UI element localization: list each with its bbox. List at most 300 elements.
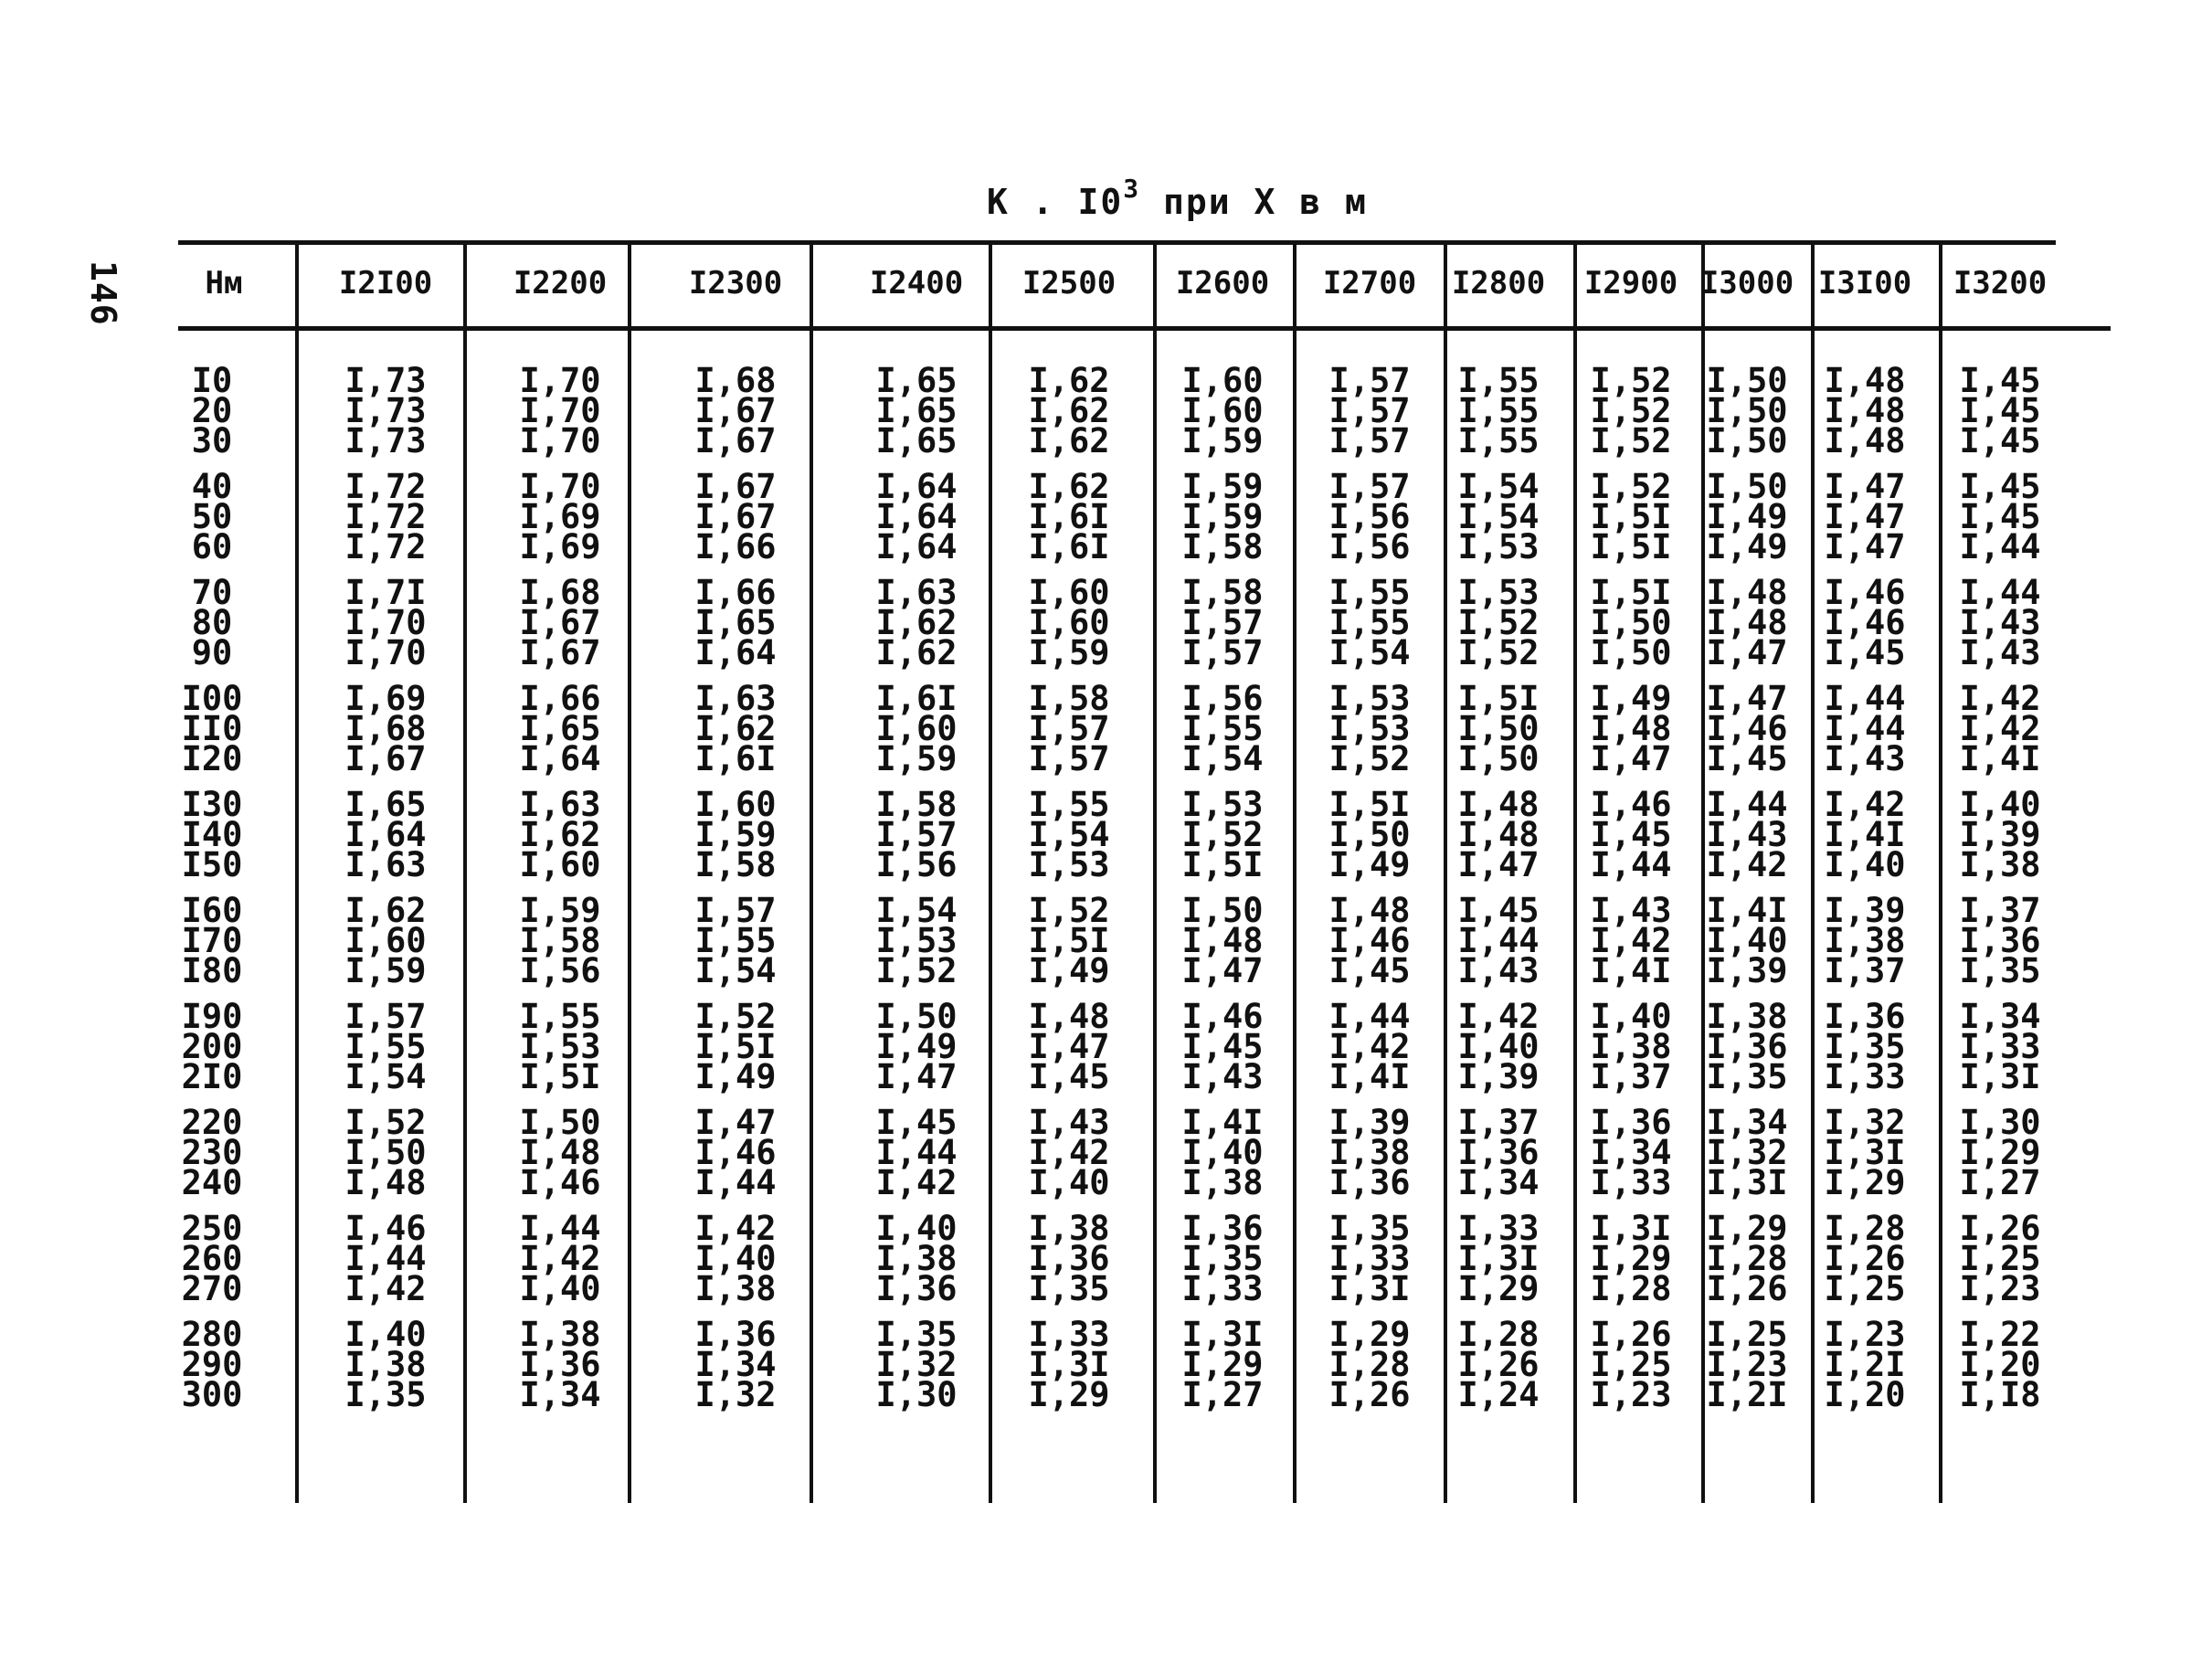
table-cell: I,60 [1181, 361, 1264, 400]
table-cell: I,29 [1457, 1269, 1540, 1308]
row-group [694, 361, 777, 460]
row-group [1328, 891, 1411, 990]
table-cell: I,68 [519, 573, 601, 612]
row-group [344, 573, 427, 672]
table-cell: I,48 [1457, 785, 1540, 824]
table-cell: I,36 [1181, 1209, 1264, 1248]
table-cell: I,32 [1824, 1103, 1906, 1142]
table-cell: I,36 [1959, 921, 2041, 960]
table-cell: I,59 [875, 739, 958, 778]
table-cell: I,43 [1181, 1057, 1264, 1096]
table-cell: I,36 [875, 1269, 958, 1308]
table-cell: I,57 [1328, 467, 1411, 506]
table-cell: I,44 [1824, 679, 1906, 718]
table-cell: I,46 [694, 1133, 777, 1172]
value-column [1328, 361, 1411, 1425]
table-cell: I,40 [694, 1239, 777, 1278]
table-cell: I,29 [1590, 1239, 1672, 1278]
table-cell: I,60 [694, 785, 777, 824]
table-cell: I,36 [1706, 1027, 1788, 1066]
table-cell: I,48 [1824, 421, 1906, 460]
row-group [1590, 361, 1672, 460]
table-cell: I,39 [1824, 891, 1906, 930]
table-cell: I,56 [1328, 497, 1411, 536]
table-cell: I,25 [1590, 1345, 1672, 1384]
column-rule [1939, 243, 1942, 1503]
table-cell: I,40 [1824, 845, 1906, 884]
table-cell: I,44 [1959, 527, 2041, 566]
table-cell: I,52 [1590, 361, 1672, 400]
table-cell: I,49 [1028, 951, 1110, 990]
table-cell: I,55 [344, 1027, 427, 1066]
table-cell: I,47 [1824, 497, 1906, 536]
page-number: 146 [83, 260, 123, 326]
row-group [694, 997, 777, 1096]
row-group [1959, 361, 2041, 460]
row-group [1457, 679, 1540, 778]
table-cell: I,6I [1028, 497, 1110, 536]
table-cell: I,6I [694, 739, 777, 778]
row-value: 200 [181, 1027, 243, 1066]
table-cell: I,56 [1328, 527, 1411, 566]
row-group [1959, 467, 2041, 566]
table-cell: I,44 [1706, 785, 1788, 824]
table-cell: I,66 [694, 527, 777, 566]
row-group [875, 1315, 958, 1414]
table-cell: I,33 [1328, 1239, 1411, 1278]
table-cell: I,39 [1328, 1103, 1411, 1142]
row-group [1706, 785, 1788, 884]
row-group [1824, 891, 1906, 990]
table-cell: I,39 [1457, 1057, 1540, 1096]
table-cell: I,73 [344, 391, 427, 430]
row-group [1959, 679, 2041, 778]
table-cell: I,36 [519, 1345, 601, 1384]
table-cell: I,20 [1824, 1375, 1906, 1414]
table-cell: I,4I [1590, 951, 1672, 990]
table-cell: I,23 [1824, 1315, 1906, 1354]
heading-prefix: К . I0 [987, 182, 1124, 222]
row-group [1328, 1209, 1411, 1308]
table-cell: I,50 [1457, 739, 1540, 778]
table-cell: I,67 [694, 497, 777, 536]
table-cell: I,40 [1457, 1027, 1540, 1066]
table-cell: I,54 [1328, 633, 1411, 672]
row-group [694, 573, 777, 672]
table-cell: I,42 [875, 1163, 958, 1202]
row-group [1028, 1103, 1110, 1202]
table-cell: I,58 [519, 921, 601, 960]
table-cell: I,49 [1328, 845, 1411, 884]
table-cell: I,40 [1959, 785, 2041, 824]
table-cell: I,25 [1959, 1239, 2041, 1278]
row-group [519, 361, 601, 460]
row-group [1959, 997, 2041, 1096]
table-cell: I,70 [519, 467, 601, 506]
table-cell: I,65 [875, 391, 958, 430]
table-cell: I,33 [1457, 1209, 1540, 1248]
table-cell: I,23 [1590, 1375, 1672, 1414]
table-cell: I,68 [694, 361, 777, 400]
row-group [875, 1209, 958, 1308]
table-cell: I,72 [344, 467, 427, 506]
table-cell: I,67 [344, 739, 427, 778]
table-cell: I,53 [1457, 527, 1540, 566]
row-group [1457, 997, 1540, 1096]
row-value: 230 [181, 1133, 243, 1172]
value-column [1457, 361, 1540, 1425]
row-group [1181, 679, 1264, 778]
table-cell: I,53 [1328, 709, 1411, 748]
table-cell: I,55 [1181, 709, 1264, 748]
table-cell: I,48 [1706, 603, 1788, 642]
table-cell: I,42 [519, 1239, 601, 1278]
row-group [694, 891, 777, 990]
table-cell: I,52 [1328, 739, 1411, 778]
table-cell: I,40 [1028, 1163, 1110, 1202]
table-cell: I,45 [1328, 951, 1411, 990]
row-group [1706, 573, 1788, 672]
row-group [1457, 1315, 1540, 1414]
table-cell: I,32 [875, 1345, 958, 1384]
table-cell: I,42 [1328, 1027, 1411, 1066]
row-group [1959, 891, 2041, 990]
value-column [1181, 361, 1264, 1425]
table-cell: I,32 [694, 1375, 777, 1414]
table-cell: I,48 [1706, 573, 1788, 612]
column-rule [1444, 243, 1447, 1503]
row-value: 280 [181, 1315, 243, 1354]
table-cell: I,63 [875, 573, 958, 612]
row-group [1959, 1209, 2041, 1308]
row-group [1590, 1103, 1672, 1202]
table-cell: I,35 [1028, 1269, 1110, 1308]
row-group [1590, 1209, 1672, 1308]
table-cell: I,44 [1328, 997, 1411, 1036]
row-header-label: Нм [205, 265, 243, 302]
table-cell: I,37 [1824, 951, 1906, 990]
table-cell: I,36 [1028, 1239, 1110, 1278]
table-cell: I,45 [1824, 633, 1906, 672]
row-group [1328, 1103, 1411, 1202]
table-cell: I,73 [344, 361, 427, 400]
table-cell: I,55 [1457, 421, 1540, 460]
table-cell: I,59 [1181, 421, 1264, 460]
table-cell: I,60 [875, 709, 958, 748]
table-cell: I,60 [1181, 391, 1264, 430]
table-cell: I,39 [1959, 815, 2041, 854]
table-cell: I,62 [694, 709, 777, 748]
row-group [1824, 1209, 1906, 1308]
row-value: 220 [181, 1103, 243, 1142]
table-cell: I,25 [1706, 1315, 1788, 1354]
table-cell: I,44 [875, 1133, 958, 1172]
table-cell: I,5I [1590, 573, 1672, 612]
table-cell: I,55 [1457, 361, 1540, 400]
row-group [519, 573, 601, 672]
table-cell: I,50 [1328, 815, 1411, 854]
row-group [1181, 1209, 1264, 1308]
row-group [1824, 785, 1906, 884]
table-cell: I,45 [1590, 815, 1672, 854]
table-cell: I,35 [1706, 1057, 1788, 1096]
row-group [344, 997, 427, 1096]
table-cell: I,44 [1824, 709, 1906, 748]
column-header: I2400 [869, 265, 964, 302]
row-group [1457, 573, 1540, 672]
row-group [344, 785, 427, 884]
table-cell: I,59 [519, 891, 601, 930]
value-column [1824, 361, 1906, 1425]
table-cell: I,36 [694, 1315, 777, 1354]
table-cell: I,43 [1457, 951, 1540, 990]
table-cell: I,53 [875, 921, 958, 960]
row-group [1959, 1315, 2041, 1414]
table-cell: I,42 [1028, 1133, 1110, 1172]
table-cell: I,58 [694, 845, 777, 884]
column-rule [628, 243, 631, 1503]
value-column [519, 361, 601, 1425]
row-group [181, 785, 243, 884]
row-group [1028, 997, 1110, 1096]
table-cell: I,60 [1028, 603, 1110, 642]
table-cell: I,38 [1028, 1209, 1110, 1248]
value-column [344, 361, 427, 1425]
table-cell: I,57 [1181, 603, 1264, 642]
table-cell: I,46 [1824, 603, 1906, 642]
table-cell: I,64 [519, 739, 601, 778]
table-cell: I,59 [694, 815, 777, 854]
table-cell: I,42 [1824, 785, 1906, 824]
table-cell: I,47 [1824, 467, 1906, 506]
row-group [1590, 891, 1672, 990]
row-value: I30 [181, 785, 243, 824]
row-group [1706, 891, 1788, 990]
table-cell: I,35 [1181, 1239, 1264, 1278]
table-cell: I,44 [519, 1209, 601, 1248]
table-cell: I,26 [1328, 1375, 1411, 1414]
table-cell: I,57 [344, 997, 427, 1036]
row-value: 270 [181, 1269, 243, 1308]
table-cell: I,34 [1457, 1163, 1540, 1202]
row-group [1590, 467, 1672, 566]
row-group [1706, 361, 1788, 460]
row-group [1959, 573, 2041, 672]
row-group [694, 1209, 777, 1308]
table-cell: I,7I [344, 573, 427, 612]
row-group [1181, 1103, 1264, 1202]
row-group [1028, 1209, 1110, 1308]
table-cell: I,38 [694, 1269, 777, 1308]
row-group [1457, 467, 1540, 566]
table-cell: I,38 [875, 1239, 958, 1278]
row-group [182, 573, 243, 672]
table-cell: I,3I [1328, 1269, 1411, 1308]
row-group [1706, 1103, 1788, 1202]
row-group [1706, 1209, 1788, 1308]
row-group [875, 573, 958, 672]
table-cell: I,70 [519, 361, 601, 400]
row-group [694, 1315, 777, 1414]
table-cell: I,5I [1590, 527, 1672, 566]
table-cell: I,66 [519, 679, 601, 718]
row-group [1181, 1315, 1264, 1414]
table-cell: I,40 [1590, 997, 1672, 1036]
table-cell: I,60 [1028, 573, 1110, 612]
row-group [1028, 361, 1110, 460]
row-value: 240 [181, 1163, 243, 1202]
row-group [875, 361, 958, 460]
table-cell: I,26 [1457, 1345, 1540, 1384]
table-cell: I,38 [1590, 1027, 1672, 1066]
row-group [875, 1103, 958, 1202]
table-cell: I,40 [1706, 921, 1788, 960]
table-cell: I,40 [344, 1315, 427, 1354]
table-cell: I,53 [1457, 573, 1540, 612]
row-value: 290 [181, 1345, 243, 1384]
row-group [344, 467, 427, 566]
table-cell: I,24 [1457, 1375, 1540, 1414]
table-cell: I,38 [519, 1315, 601, 1354]
table-cell: I,67 [694, 391, 777, 430]
table-cell: I,59 [1028, 633, 1110, 672]
table-cell: I,34 [1959, 997, 2041, 1036]
table-cell: I,5I [694, 1027, 777, 1066]
column-header: I3200 [1953, 265, 2048, 302]
table-cell: I,50 [1181, 891, 1264, 930]
table-cell: I,53 [1028, 845, 1110, 884]
table-cell: I,I8 [1959, 1375, 2041, 1414]
table-cell: I,37 [1959, 891, 2041, 930]
table-cell: I,52 [1590, 467, 1672, 506]
table-cell: I,42 [1706, 845, 1788, 884]
table-cell: I,35 [1824, 1027, 1906, 1066]
row-group [1181, 785, 1264, 884]
table-cell: I,36 [1590, 1103, 1672, 1142]
row-value: 40 [191, 467, 233, 506]
table-cell: I,47 [1706, 679, 1788, 718]
table-cell: I,29 [1959, 1133, 2041, 1172]
column-header: I2300 [688, 265, 783, 302]
table-cell: I,52 [1028, 891, 1110, 930]
row-group [344, 1103, 427, 1202]
table-cell: I,47 [1457, 845, 1540, 884]
table-cell: I,70 [519, 421, 601, 460]
row-value: I20 [181, 739, 243, 778]
table-cell: I,70 [344, 633, 427, 672]
table-cell: I,62 [344, 891, 427, 930]
row-value: I80 [181, 951, 243, 990]
table-cell: I,54 [875, 891, 958, 930]
table-cell: I,34 [519, 1375, 601, 1414]
table-cell: I,34 [694, 1345, 777, 1384]
table-cell: I,47 [694, 1103, 777, 1142]
table-cell: I,50 [1590, 633, 1672, 672]
table-cell: I,35 [1959, 951, 2041, 990]
column-rule [1153, 243, 1157, 1503]
table-cell: I,3I [1706, 1163, 1788, 1202]
row-value: I0 [191, 361, 233, 400]
column-header: I2I00 [338, 265, 433, 302]
table-cell: I,50 [1706, 361, 1788, 400]
row-group [1824, 679, 1906, 778]
table-cell: I,33 [1590, 1163, 1672, 1202]
table-cell: I,47 [1706, 633, 1788, 672]
table-cell: I,46 [1181, 997, 1264, 1036]
row-group [1181, 361, 1264, 460]
column-rule [1293, 243, 1297, 1503]
table-cell: I,36 [1328, 1163, 1411, 1202]
table-cell: I,20 [1959, 1345, 2041, 1384]
table-cell: I,62 [519, 815, 601, 854]
row-group [181, 1209, 243, 1308]
table-cell: I,43 [1706, 815, 1788, 854]
table-cell: I,29 [1824, 1163, 1906, 1202]
row-group [1824, 1315, 1906, 1414]
column-header: I2800 [1451, 265, 1546, 302]
row-group [344, 679, 427, 778]
row-group [519, 467, 601, 566]
row-group [1028, 891, 1110, 990]
table-cell: I,54 [694, 951, 777, 990]
row-group [1590, 679, 1672, 778]
table-cell: I,66 [694, 573, 777, 612]
table-cell: I,62 [875, 603, 958, 642]
table-cell: I,52 [1181, 815, 1264, 854]
table-cell: I,42 [1959, 679, 2041, 718]
table-cell: I,52 [344, 1103, 427, 1142]
table-cell: I,3I [1457, 1239, 1540, 1278]
table-cell: I,48 [1824, 361, 1906, 400]
table-cell: I,52 [1590, 421, 1672, 460]
row-value: 2I0 [181, 1057, 243, 1096]
row-group [181, 891, 243, 990]
table-cell: I,47 [875, 1057, 958, 1096]
table-cell: I,40 [1181, 1133, 1264, 1172]
column-header: I3000 [1699, 265, 1794, 302]
row-group [875, 997, 958, 1096]
table-cell: I,62 [1028, 391, 1110, 430]
table-cell: I,59 [344, 951, 427, 990]
row-group [182, 361, 243, 460]
row-group [1328, 1315, 1411, 1414]
value-column [694, 361, 777, 1425]
row-group [1590, 1315, 1672, 1414]
table-cell: I,47 [1028, 1027, 1110, 1066]
table-cell: I,67 [694, 421, 777, 460]
table-cell: I,54 [1457, 497, 1540, 536]
table-cell: I,65 [344, 785, 427, 824]
table-cell: I,33 [1824, 1057, 1906, 1096]
table-cell: I,67 [694, 467, 777, 506]
table-cell: I,59 [1181, 497, 1264, 536]
row-value: 80 [191, 603, 233, 642]
value-column [1959, 361, 2041, 1425]
column-header: I2700 [1322, 265, 1417, 302]
table-cell: I,42 [694, 1209, 777, 1248]
table-cell: I,33 [1028, 1315, 1110, 1354]
table-cell: I,55 [1328, 603, 1411, 642]
row-value: 260 [181, 1239, 243, 1278]
row-value: 70 [191, 573, 233, 612]
table-cell: I,42 [1959, 709, 2041, 748]
value-column [1590, 361, 1672, 1425]
table-cell: I,3I [1028, 1345, 1110, 1384]
table-cell: I,29 [1181, 1345, 1264, 1384]
table-cell: I,45 [1959, 497, 2041, 536]
row-group [1824, 573, 1906, 672]
row-group [181, 997, 243, 1096]
